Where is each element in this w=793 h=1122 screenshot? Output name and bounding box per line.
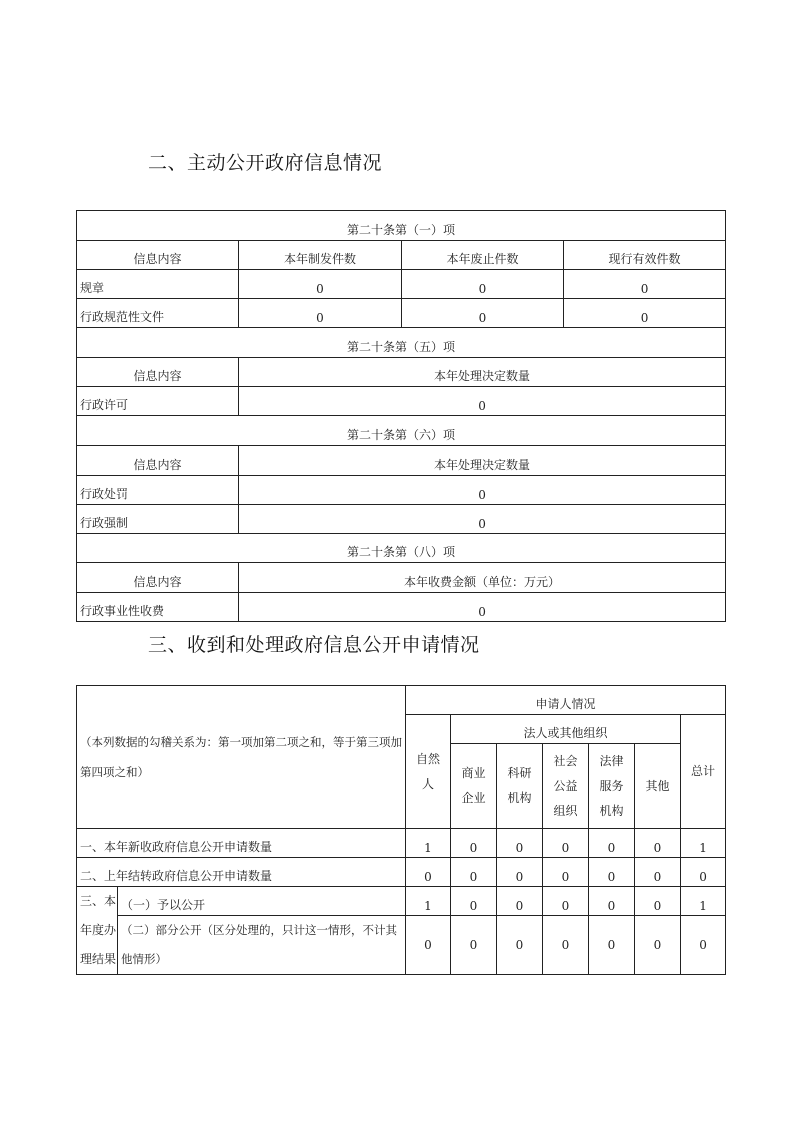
table-row [77, 299, 726, 328]
col-header: 本年处理决定数量 [239, 358, 726, 387]
col-header: 信息内容 [77, 563, 239, 593]
org-col-header: 商业企业 [451, 744, 497, 829]
row-label: 二、上年结转政府信息公开申请数量 [77, 858, 406, 887]
table-row [77, 858, 726, 887]
col-header: 本年处理决定数量 [239, 446, 726, 476]
group-label: 三、本年度办理结果 [77, 887, 118, 975]
cell-value: 0 [681, 916, 726, 975]
table-row [77, 829, 726, 858]
cell-value: 1 [681, 829, 726, 858]
cell-value: 0 [635, 916, 681, 975]
col-header: 本年废止件数 [402, 241, 564, 270]
org-col-header: 社会公益组织 [543, 744, 589, 829]
table-row [77, 916, 726, 975]
row-label: 行政许可 [77, 387, 239, 416]
cell-value: 0 [543, 858, 589, 887]
total-header: 总计 [681, 715, 726, 829]
cell-value: 0 [635, 887, 681, 916]
cell-value: 0 [635, 858, 681, 887]
col-header: 信息内容 [77, 241, 239, 270]
cell-value: 0 [497, 829, 543, 858]
section3-title: 三、收到和处理政府信息公开申请情况 [148, 634, 480, 656]
table-row [77, 593, 726, 622]
cell-value: 0 [406, 858, 451, 887]
cell-value: 1 [406, 829, 451, 858]
row-label: 行政处罚 [77, 476, 239, 505]
cell-value: 0 [451, 916, 497, 975]
org-col-header: 科研机构 [497, 744, 543, 829]
cell-value: 0 [451, 829, 497, 858]
table-row [77, 387, 726, 416]
section2-title: 二、主动公开政府信息情况 [148, 152, 383, 174]
cell-value: 0 [497, 887, 543, 916]
cell-value: 0 [589, 916, 635, 975]
col-header: 信息内容 [77, 446, 239, 476]
table-row [77, 887, 726, 916]
cell-value: 0 [239, 270, 402, 299]
cell-value: 0 [239, 505, 726, 534]
cell-value: 1 [681, 887, 726, 916]
block5-header: 第二十条第（五）项 [77, 328, 726, 358]
cell-value: 0 [239, 476, 726, 505]
natural-person-header: 自然人 [406, 715, 451, 829]
row-label: 一、本年新收政府信息公开申请数量 [77, 829, 406, 858]
row-label: 行政事业性收费 [77, 593, 239, 622]
block6-header: 第二十条第（六）项 [77, 416, 726, 446]
cell-value: 0 [402, 270, 564, 299]
cell-value: 0 [239, 593, 726, 622]
cell-value: 0 [451, 887, 497, 916]
cell-value: 0 [543, 916, 589, 975]
org-col-header: 法律服务机构 [589, 744, 635, 829]
table-row [77, 270, 726, 299]
cell-value: 0 [564, 270, 726, 299]
applicant-header: 申请人情况 [406, 686, 726, 715]
cell-value: 0 [543, 887, 589, 916]
row-label: 行政规范性文件 [77, 299, 239, 328]
cell-value: 1 [406, 887, 451, 916]
cell-value: 0 [543, 829, 589, 858]
row-label: （二）部分公开（区分处理的，只计这一情形，不计其他情形） [118, 916, 406, 975]
cell-value: 0 [239, 299, 402, 328]
cell-value: 0 [406, 916, 451, 975]
block8-header: 第二十条第（八）项 [77, 534, 726, 563]
table-row [77, 505, 726, 534]
cell-value: 0 [497, 916, 543, 975]
org-header: 法人或其他组织 [451, 715, 681, 744]
proactive-disclosure-table [76, 210, 726, 622]
cell-value: 0 [681, 858, 726, 887]
row-label: 行政强制 [77, 505, 239, 534]
note-cell: （本列数据的勾稽关系为：第一项加第二项之和，等于第三项加第四项之和） [77, 686, 406, 829]
cell-value: 0 [635, 829, 681, 858]
row-label: 规章 [77, 270, 239, 299]
cell-value: 0 [589, 829, 635, 858]
cell-value: 0 [451, 858, 497, 887]
cell-value: 0 [497, 858, 543, 887]
cell-value: 0 [564, 299, 726, 328]
application-table [76, 685, 726, 975]
table-row [77, 476, 726, 505]
cell-value: 0 [239, 387, 726, 416]
col-header: 本年收费金额（单位：万元） [239, 563, 726, 593]
col-header: 本年制发件数 [239, 241, 402, 270]
cell-value: 0 [402, 299, 564, 328]
cell-value: 0 [589, 858, 635, 887]
cell-value: 0 [589, 887, 635, 916]
org-col-header: 其他 [635, 744, 681, 829]
col-header: 现行有效件数 [564, 241, 726, 270]
col-header: 信息内容 [77, 358, 239, 387]
row-label: （一）予以公开 [118, 887, 406, 916]
block1-header: 第二十条第（一）项 [77, 211, 726, 241]
